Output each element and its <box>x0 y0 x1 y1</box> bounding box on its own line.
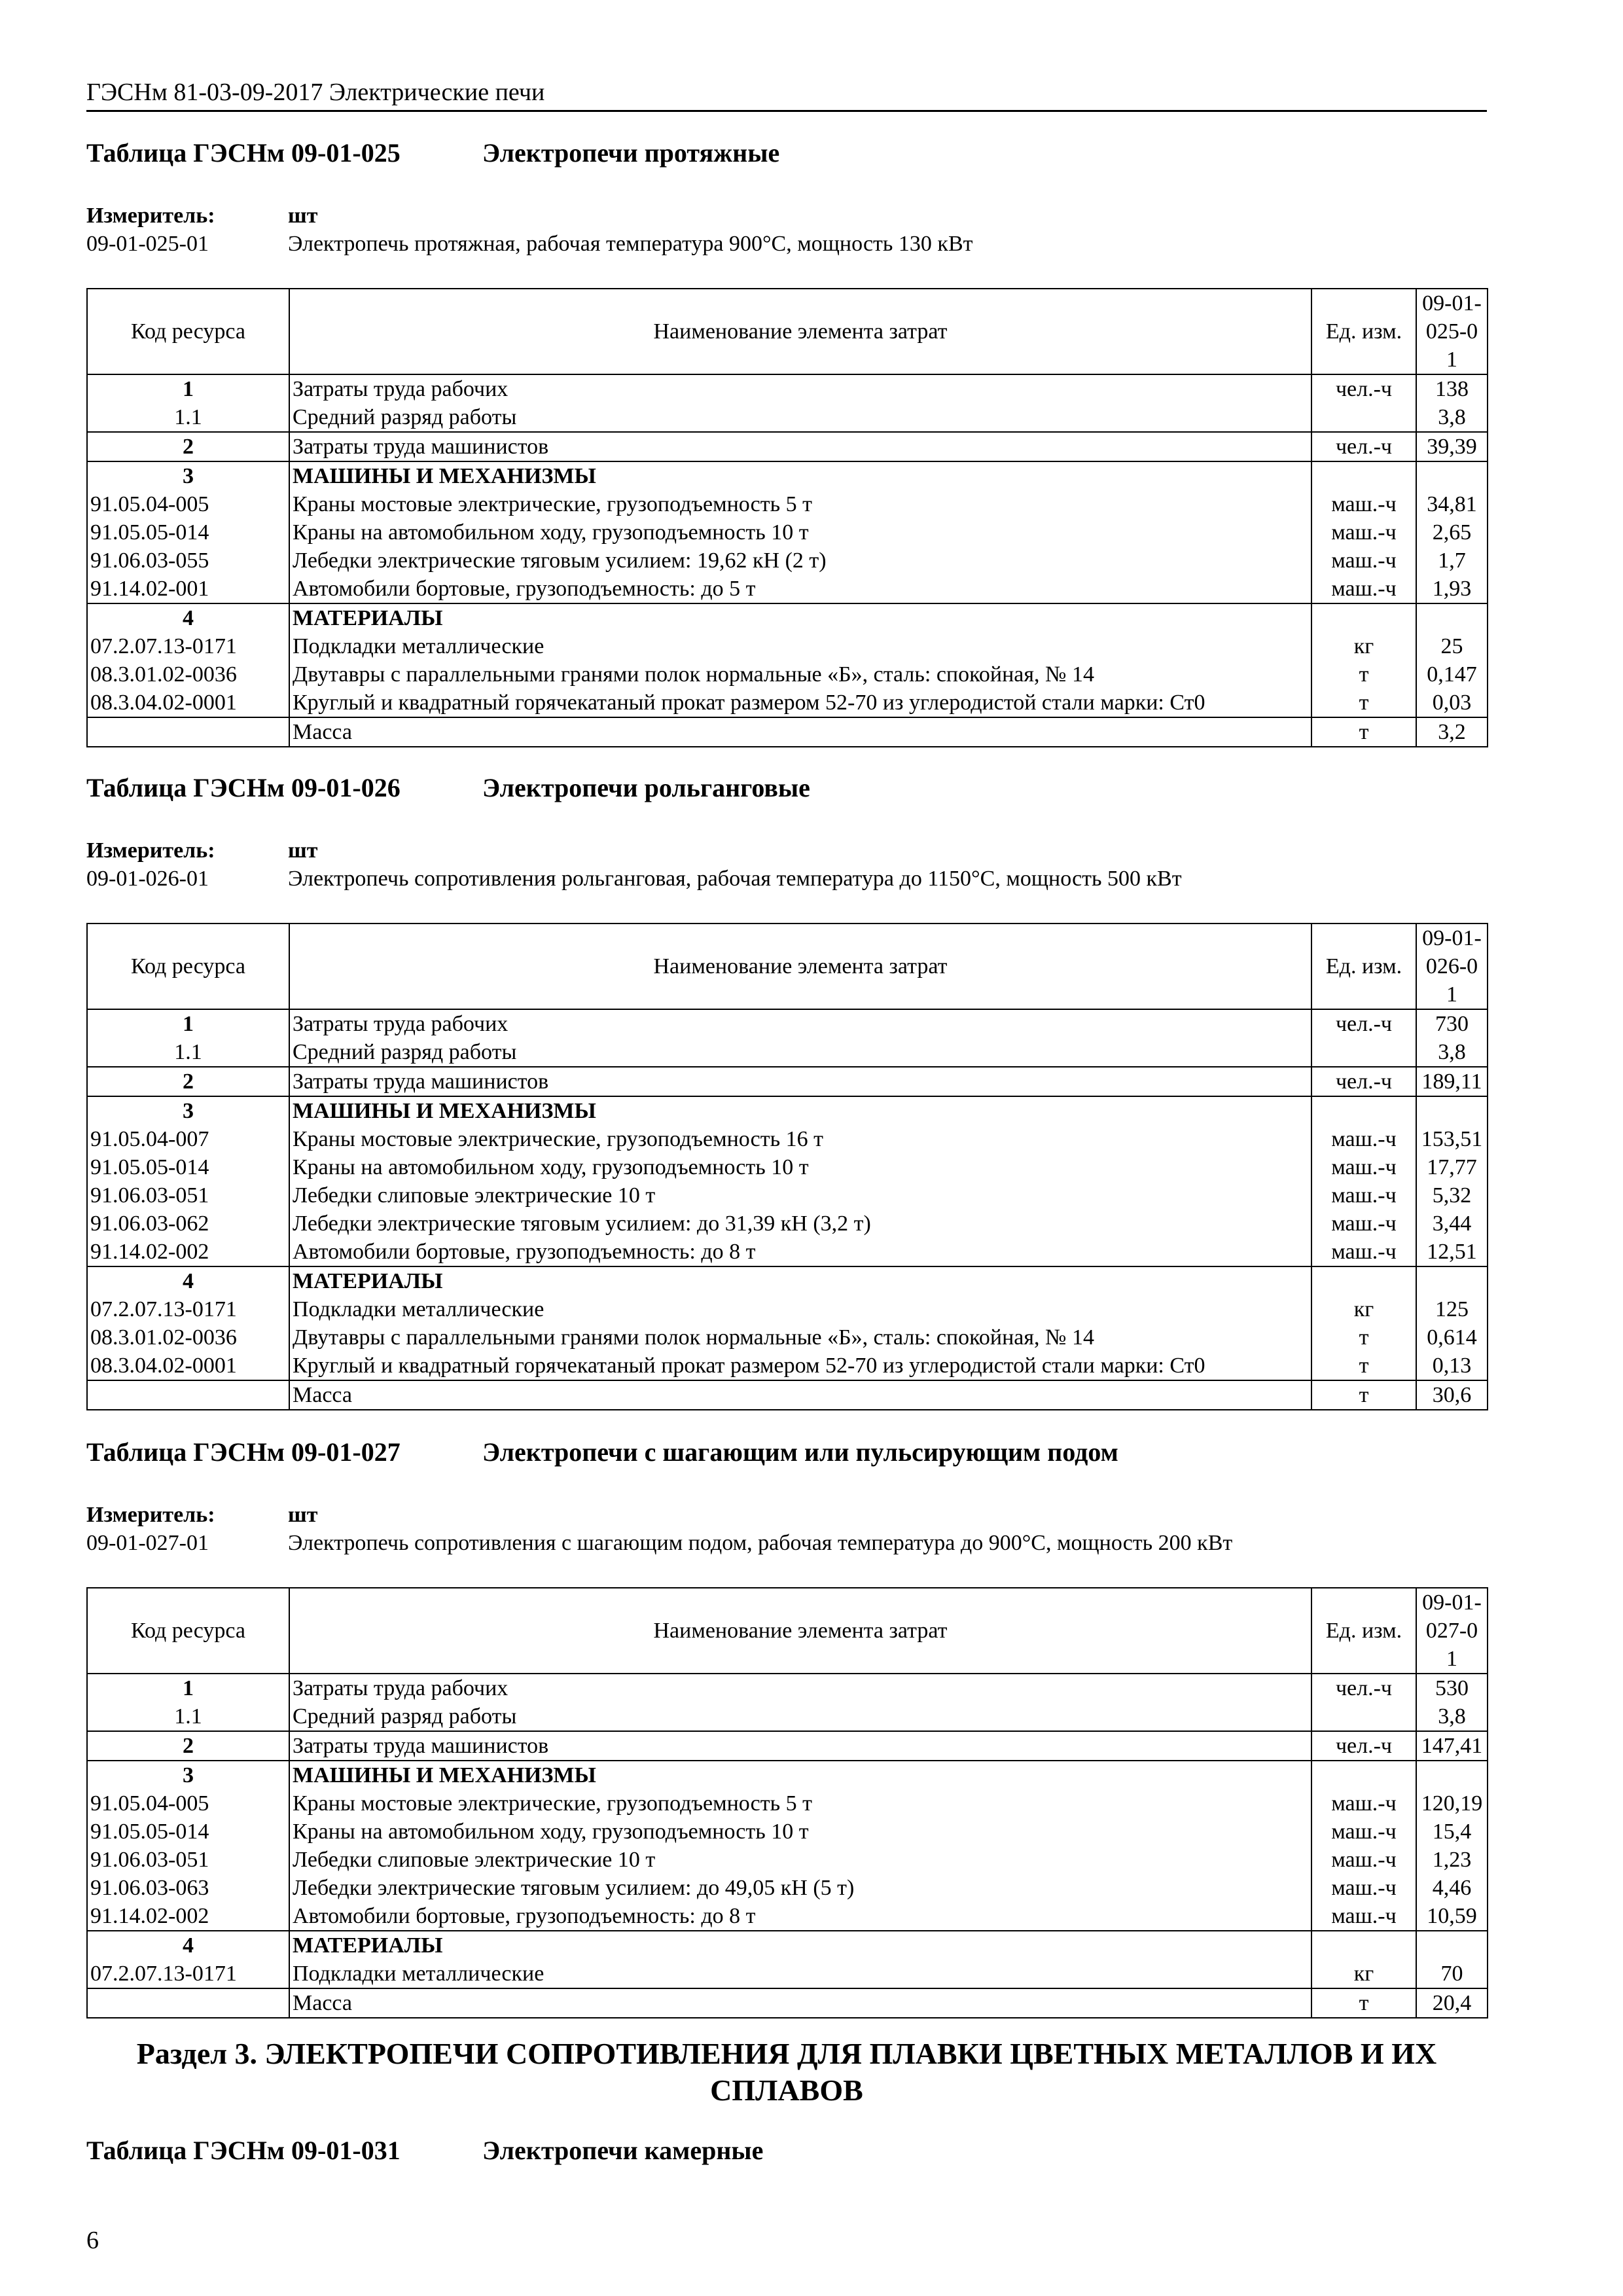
norm-value: 530 <box>1416 1674 1488 1702</box>
table-name: Электропечи камерные <box>482 2136 764 2165</box>
header-name: Наименование элемента затрат <box>289 289 1311 374</box>
norm-value <box>1416 1931 1488 1960</box>
norm-value: 5,32 <box>1416 1181 1488 1210</box>
cost-element-name: Средний разряд работы <box>289 403 1311 432</box>
unit-of-measure: маш.-ч <box>1311 490 1416 518</box>
resource-code <box>87 1988 289 2018</box>
table-row <box>87 717 1488 747</box>
unit-of-measure: маш.-ч <box>1311 1125 1416 1153</box>
cost-element-name: Краны мостовые электрические, грузоподъемность 5 т <box>289 1789 1311 1818</box>
cost-element-name: МАТЕРИАЛЫ <box>289 603 1311 632</box>
unit-of-measure: маш.-ч <box>1311 575 1416 603</box>
unit-of-measure: чел.-ч <box>1311 374 1416 403</box>
unit-of-measure: чел.-ч <box>1311 1009 1416 1038</box>
table-title <box>86 1437 1487 1468</box>
estimate-section <box>86 1437 1487 2015</box>
unit-of-measure <box>1311 1702 1416 1731</box>
resource-code: 1.1 <box>87 1038 289 1067</box>
norm-value: 39,39 <box>1416 432 1488 461</box>
norm-value <box>1416 1761 1488 1789</box>
norm-value <box>1416 461 1488 490</box>
cost-element-name: Лебедки электрические тяговым усилием: до 31,39 кН (3,2 т) <box>289 1210 1311 1238</box>
resource-code <box>87 1380 289 1410</box>
norm-value: 730 <box>1416 1009 1488 1038</box>
resource-code: 91.14.02-002 <box>87 1902 289 1931</box>
estimate-section <box>86 137 1487 744</box>
table-row <box>87 1238 1488 1266</box>
cost-element-name: Затраты труда рабочих <box>289 374 1311 403</box>
cost-element-name: Автомобили бортовые, грузоподъемность: до 5 т <box>289 575 1311 603</box>
table-code: Таблица ГЭСНм 09-01-025 <box>86 138 401 168</box>
resource-code: 07.2.07.13-0171 <box>87 1960 289 1988</box>
measure-label: Измеритель: <box>86 838 215 863</box>
unit-of-measure: т <box>1311 1323 1416 1352</box>
resource-code: 91.06.03-051 <box>87 1846 289 1874</box>
header-unit: Ед. изм. <box>1311 924 1416 1009</box>
cost-element-name: МАТЕРИАЛЫ <box>289 1931 1311 1960</box>
unit-of-measure: т <box>1311 1352 1416 1380</box>
resource-code: 08.3.04.02-0001 <box>87 1352 289 1380</box>
table-row <box>87 1846 1488 1874</box>
norm-value: 10,59 <box>1416 1902 1488 1931</box>
measure-block <box>86 836 1487 893</box>
unit-of-measure: маш.-ч <box>1311 1238 1416 1266</box>
resource-code: 91.06.03-062 <box>87 1210 289 1238</box>
resource-code: 91.14.02-002 <box>87 1238 289 1266</box>
norm-value: 3,8 <box>1416 1038 1488 1067</box>
unit-of-measure: т <box>1311 660 1416 689</box>
norm-value: 0,13 <box>1416 1352 1488 1380</box>
cost-element-name: Автомобили бортовые, грузоподъемность: до 8 т <box>289 1238 1311 1266</box>
resource-code: 91.06.03-063 <box>87 1874 289 1902</box>
estimate-section <box>86 772 1487 1407</box>
norm-value: 34,81 <box>1416 490 1488 518</box>
cost-element-name: Затраты труда рабочих <box>289 1674 1311 1702</box>
table-row <box>87 1266 1488 1295</box>
resource-code: 91.05.04-005 <box>87 1789 289 1818</box>
norm-value: 3,2 <box>1416 717 1488 747</box>
unit-of-measure: кг <box>1311 1295 1416 1323</box>
table-row <box>87 1874 1488 1902</box>
resource-code: 91.06.03-055 <box>87 547 289 575</box>
norm-value: 20,4 <box>1416 1988 1488 2018</box>
resource-code: 08.3.01.02-0036 <box>87 1323 289 1352</box>
resource-code: 91.06.03-051 <box>87 1181 289 1210</box>
resource-code: 1 <box>87 374 289 403</box>
measure-unit: шт <box>288 1503 318 1527</box>
cost-element-name: Масса <box>289 717 1311 747</box>
resource-code: 07.2.07.13-0171 <box>87 1295 289 1323</box>
norm-value: 15,4 <box>1416 1818 1488 1846</box>
resource-code <box>87 717 289 747</box>
resource-code: 4 <box>87 1931 289 1960</box>
cost-element-name: Круглый и квадратный горячекатаный прокат размером 52-70 из углеродистой стали марки: Ст0 <box>289 689 1311 717</box>
cost-element-name: Лебедки слиповые электрические 10 т <box>289 1181 1311 1210</box>
table-row <box>87 1960 1488 1988</box>
cost-element-name: Затраты труда рабочих <box>289 1009 1311 1038</box>
header-code: Код ресурса <box>87 289 289 374</box>
table-row <box>87 1931 1488 1960</box>
resource-code: 2 <box>87 1067 289 1096</box>
unit-of-measure: маш.-ч <box>1311 1153 1416 1181</box>
unit-of-measure: маш.-ч <box>1311 1210 1416 1238</box>
cost-element-name: Краны мостовые электрические, грузоподъемность 5 т <box>289 490 1311 518</box>
norm-value: 0,147 <box>1416 660 1488 689</box>
table-row <box>87 1702 1488 1731</box>
cost-element-name: Лебедки электрические тяговым усилием: 19,62 кН (2 т) <box>289 547 1311 575</box>
norm-value: 120,19 <box>1416 1789 1488 1818</box>
measure-block <box>86 1501 1487 1557</box>
unit-of-measure <box>1311 1038 1416 1067</box>
header-code: Код ресурса <box>87 1588 289 1674</box>
cost-element-name: Автомобили бортовые, грузоподъемность: до 8 т <box>289 1902 1311 1931</box>
norm-value: 147,41 <box>1416 1731 1488 1761</box>
table-row <box>87 1323 1488 1352</box>
cost-table <box>86 288 1488 747</box>
table-row <box>87 1818 1488 1846</box>
table-row <box>87 518 1488 547</box>
measure-block <box>86 202 1487 258</box>
resource-code: 3 <box>87 1096 289 1125</box>
norm-value: 3,8 <box>1416 403 1488 432</box>
table-row <box>87 1038 1488 1067</box>
cost-element-name: Масса <box>289 1380 1311 1410</box>
cost-element-name: Краны на автомобильном ходу, грузоподъемность 10 т <box>289 518 1311 547</box>
cost-element-name: МАШИНЫ И МЕХАНИЗМЫ <box>289 1096 1311 1125</box>
table-row <box>87 490 1488 518</box>
header-name: Наименование элемента затрат <box>289 924 1311 1009</box>
norm-value: 30,6 <box>1416 1380 1488 1410</box>
table-row <box>87 1761 1488 1789</box>
resource-code: 91.05.04-005 <box>87 490 289 518</box>
unit-of-measure: кг <box>1311 1960 1416 1988</box>
table-row <box>87 461 1488 490</box>
resource-code: 1.1 <box>87 1702 289 1731</box>
cost-element-name: Краны мостовые электрические, грузоподъемность 16 т <box>289 1125 1311 1153</box>
cost-element-name: Круглый и квадратный горячекатаный прокат размером 52-70 из углеродистой стали марки: Ст0 <box>289 1352 1311 1380</box>
resource-code: 4 <box>87 603 289 632</box>
unit-of-measure <box>1311 1931 1416 1960</box>
norm-value <box>1416 603 1488 632</box>
norm-value: 125 <box>1416 1295 1488 1323</box>
item-description: Электропечь протяжная, рабочая температура 900°С, мощность 130 кВт <box>288 232 973 256</box>
item-description: Электропечь сопротивления с шагающим подом, рабочая температура до 900°С, мощность 200 кВт <box>288 1531 1233 1555</box>
table-row <box>87 1210 1488 1238</box>
measure-label: Измеритель: <box>86 1503 215 1527</box>
cost-element-name: Краны на автомобильном ходу, грузоподъемность 10 т <box>289 1153 1311 1181</box>
norm-value: 0,614 <box>1416 1323 1488 1352</box>
cost-element-name: МАШИНЫ И МЕХАНИЗМЫ <box>289 1761 1311 1789</box>
unit-of-measure: т <box>1311 717 1416 747</box>
cost-element-name: Двутавры с параллельными гранями полок нормальные «Б», сталь: спокойная, № 14 <box>289 660 1311 689</box>
table-title <box>86 772 1487 804</box>
table-row <box>87 1380 1488 1410</box>
item-code: 09-01-027-01 <box>86 1531 209 1555</box>
norm-value: 138 <box>1416 374 1488 403</box>
table-title <box>86 137 1487 169</box>
section-title: Раздел 3. ЭЛЕКТРОПЕЧИ СОПРОТИВЛЕНИЯ ДЛЯ ПЛАВКИ ЦВЕТНЫХ МЕТАЛЛОВ И ИХ СПЛАВОВ <box>136 2037 1437 2107</box>
cost-element-name: Двутавры с параллельными гранями полок нормальные «Б», сталь: спокойная, № 14 <box>289 1323 1311 1352</box>
table-row <box>87 660 1488 689</box>
table-row <box>87 1674 1488 1702</box>
table-header-row <box>87 1588 1488 1674</box>
header-item-code: 09-01-026-01 <box>1416 924 1488 1009</box>
unit-of-measure: чел.-ч <box>1311 1674 1416 1702</box>
resource-code: 1 <box>87 1674 289 1702</box>
unit-of-measure: маш.-ч <box>1311 1789 1416 1818</box>
norm-value: 1,93 <box>1416 575 1488 603</box>
resource-code: 91.05.05-014 <box>87 1153 289 1181</box>
table-row <box>87 1988 1488 2018</box>
unit-of-measure: т <box>1311 689 1416 717</box>
resource-code: 07.2.07.13-0171 <box>87 632 289 660</box>
item-code: 09-01-026-01 <box>86 867 209 891</box>
table-code: Таблица ГЭСНм 09-01-026 <box>86 773 401 802</box>
norm-value: 1,23 <box>1416 1846 1488 1874</box>
cost-element-name: Затраты труда машинистов <box>289 1067 1311 1096</box>
resource-code: 08.3.04.02-0001 <box>87 689 289 717</box>
table-row <box>87 1067 1488 1096</box>
norm-value <box>1416 1096 1488 1125</box>
unit-of-measure: маш.-ч <box>1311 1902 1416 1931</box>
cost-element-name: Затраты труда машинистов <box>289 1731 1311 1761</box>
table-row <box>87 1125 1488 1153</box>
table-row <box>87 1153 1488 1181</box>
resource-code: 1.1 <box>87 403 289 432</box>
cost-element-name: Краны на автомобильном ходу, грузоподъемность 10 т <box>289 1818 1311 1846</box>
table-row <box>87 1789 1488 1818</box>
header-unit: Ед. изм. <box>1311 289 1416 374</box>
page-number: 6 <box>86 2227 99 2254</box>
cost-element-name: Затраты труда машинистов <box>289 432 1311 461</box>
unit-of-measure: кг <box>1311 632 1416 660</box>
cost-element-name: Средний разряд работы <box>289 1038 1311 1067</box>
cost-element-name: Подкладки металлические <box>289 1960 1311 1988</box>
cost-element-name: Средний разряд работы <box>289 1702 1311 1731</box>
norm-value: 3,44 <box>1416 1210 1488 1238</box>
unit-of-measure <box>1311 1266 1416 1295</box>
table-name: Электропечи протяжные <box>482 138 780 168</box>
table-title-09-01-031 <box>86 2135 1487 2166</box>
cost-table <box>86 923 1488 1410</box>
item-description: Электропечь сопротивления рольганговая, рабочая температура до 1150°С, мощность 500 кВт <box>288 867 1182 891</box>
resource-code: 91.14.02-001 <box>87 575 289 603</box>
resource-code: 2 <box>87 1731 289 1761</box>
table-row <box>87 374 1488 403</box>
resource-code: 91.05.04-007 <box>87 1125 289 1153</box>
header-item-code: 09-01-027-01 <box>1416 1588 1488 1674</box>
cost-element-name: МАТЕРИАЛЫ <box>289 1266 1311 1295</box>
table-row <box>87 632 1488 660</box>
table-name: Электропечи с шагающим или пульсирующим подом <box>482 1437 1118 1467</box>
table-code: Таблица ГЭСНм 09-01-031 <box>86 2136 401 2165</box>
unit-of-measure: чел.-ч <box>1311 1731 1416 1761</box>
norm-value: 4,46 <box>1416 1874 1488 1902</box>
table-row <box>87 432 1488 461</box>
resource-code: 3 <box>87 461 289 490</box>
table-row <box>87 1009 1488 1038</box>
norm-value: 70 <box>1416 1960 1488 1988</box>
table-row <box>87 1295 1488 1323</box>
header-unit: Ед. изм. <box>1311 1588 1416 1674</box>
norm-value: 153,51 <box>1416 1125 1488 1153</box>
table-row <box>87 575 1488 603</box>
norm-value: 0,03 <box>1416 689 1488 717</box>
unit-of-measure: чел.-ч <box>1311 1067 1416 1096</box>
unit-of-measure: маш.-ч <box>1311 1181 1416 1210</box>
norm-value: 25 <box>1416 632 1488 660</box>
resource-code: 91.05.05-014 <box>87 518 289 547</box>
norm-value: 189,11 <box>1416 1067 1488 1096</box>
header-item-code: 09-01-025-01 <box>1416 289 1488 374</box>
table-row <box>87 1181 1488 1210</box>
measure-label: Измеритель: <box>86 204 215 228</box>
table-code: Таблица ГЭСНм 09-01-027 <box>86 1437 401 1467</box>
resource-code: 3 <box>87 1761 289 1789</box>
resource-code: 1 <box>87 1009 289 1038</box>
resource-code: 4 <box>87 1266 289 1295</box>
table-row <box>87 1731 1488 1761</box>
unit-of-measure: т <box>1311 1988 1416 2018</box>
resource-code: 2 <box>87 432 289 461</box>
cost-element-name: Подкладки металлические <box>289 632 1311 660</box>
unit-of-measure <box>1311 603 1416 632</box>
norm-value: 12,51 <box>1416 1238 1488 1266</box>
cost-element-name: Лебедки слиповые электрические 10 т <box>289 1846 1311 1874</box>
table-header-row <box>87 924 1488 1009</box>
header-name: Наименование элемента затрат <box>289 1588 1311 1674</box>
norm-value: 2,65 <box>1416 518 1488 547</box>
unit-of-measure: чел.-ч <box>1311 432 1416 461</box>
cost-element-name: Масса <box>289 1988 1311 2018</box>
cost-element-name: Лебедки электрические тяговым усилием: до 49,05 кН (5 т) <box>289 1874 1311 1902</box>
cost-element-name: Подкладки металлические <box>289 1295 1311 1323</box>
unit-of-measure: маш.-ч <box>1311 518 1416 547</box>
unit-of-measure: маш.-ч <box>1311 547 1416 575</box>
measure-unit: шт <box>288 204 318 228</box>
header-code: Код ресурса <box>87 924 289 1009</box>
unit-of-measure <box>1311 403 1416 432</box>
table-row <box>87 1096 1488 1125</box>
table-row <box>87 603 1488 632</box>
norm-value: 3,8 <box>1416 1702 1488 1731</box>
unit-of-measure: маш.-ч <box>1311 1818 1416 1846</box>
unit-of-measure <box>1311 461 1416 490</box>
resource-code: 08.3.01.02-0036 <box>87 660 289 689</box>
running-header: ГЭСНм 81-03-09-2017 Электрические печи <box>86 77 1487 112</box>
measure-unit: шт <box>288 838 318 863</box>
norm-value: 17,77 <box>1416 1153 1488 1181</box>
norm-value <box>1416 1266 1488 1295</box>
table-name: Электропечи рольганговые <box>482 773 810 802</box>
table-row <box>87 1352 1488 1380</box>
table-row <box>87 547 1488 575</box>
table-row <box>87 689 1488 717</box>
unit-of-measure <box>1311 1096 1416 1125</box>
unit-of-measure <box>1311 1761 1416 1789</box>
cost-element-name: МАШИНЫ И МЕХАНИЗМЫ <box>289 461 1311 490</box>
norm-value: 1,7 <box>1416 547 1488 575</box>
table-row <box>87 1902 1488 1931</box>
unit-of-measure: т <box>1311 1380 1416 1410</box>
cost-table <box>86 1587 1488 2018</box>
table-row <box>87 403 1488 432</box>
unit-of-measure: маш.-ч <box>1311 1874 1416 1902</box>
resource-code: 91.05.05-014 <box>87 1818 289 1846</box>
table-header-row <box>87 289 1488 374</box>
unit-of-measure: маш.-ч <box>1311 1846 1416 1874</box>
item-code: 09-01-025-01 <box>86 232 209 256</box>
